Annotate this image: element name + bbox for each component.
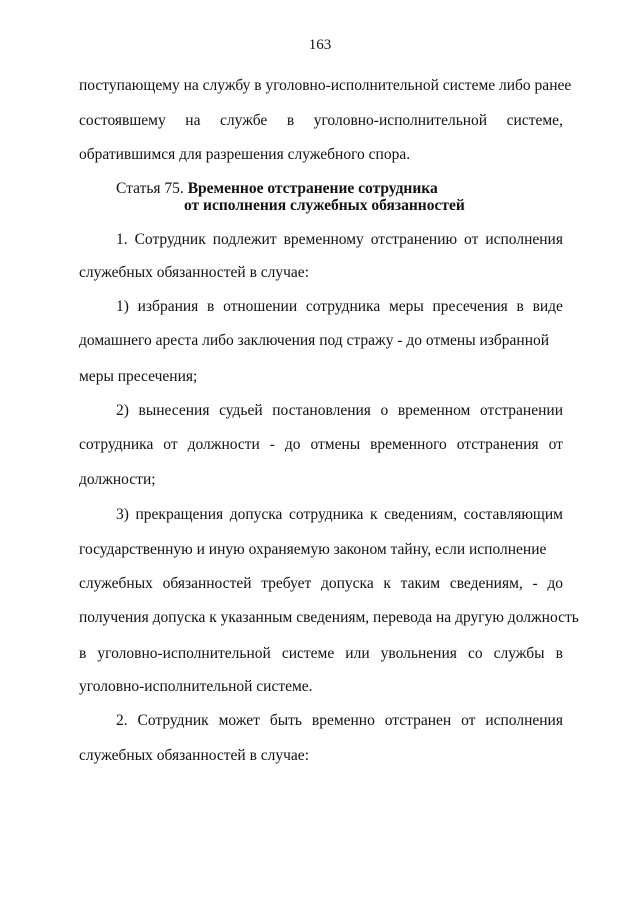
word: системе (281, 645, 335, 662)
word: таким (400, 575, 441, 592)
word: меры (388, 298, 424, 315)
word: 1. (116, 231, 128, 248)
intro-line-3: обратившимся для разрешения служебного спора. (79, 146, 411, 163)
word: временного (370, 436, 447, 453)
p1-item2-line-1 (116, 402, 563, 420)
p1-line-1 (116, 231, 563, 249)
word: составляющим (463, 506, 563, 523)
p1-item2-line-2 (79, 436, 563, 454)
word: временному (283, 231, 364, 248)
p2-line-2: служебных обязанностей в случае: (79, 747, 309, 764)
word: служебных (79, 575, 153, 592)
word: прекращения (135, 506, 224, 523)
word: отстранения (456, 436, 539, 453)
word: в (79, 645, 87, 662)
word: временно (311, 712, 375, 729)
word: службе (220, 112, 268, 129)
word: к (369, 506, 378, 523)
word: исполнения (485, 231, 563, 248)
word: вынесения (138, 402, 210, 419)
p1-item3-line-6: уголовно-исполнительной системе. (79, 678, 313, 695)
word: отношении (223, 298, 298, 315)
word: подлежит (212, 231, 277, 248)
word: в (516, 298, 524, 315)
word: от (548, 436, 563, 453)
word: сотрудника (305, 298, 381, 315)
word: от (464, 231, 479, 248)
word: о (380, 402, 389, 419)
word: к (383, 575, 391, 592)
p1-item3-line-4: получения допуска к указанным сведениям, перевода на другую должность (79, 609, 579, 626)
word: быть (269, 712, 302, 729)
word: в (207, 298, 215, 315)
word: отстранен (384, 712, 452, 729)
word: от (461, 712, 476, 729)
word: требует (261, 575, 312, 592)
word: состоявшему (79, 112, 166, 129)
word: 3) (116, 506, 129, 523)
word: 2. (116, 712, 128, 729)
word: виде (532, 298, 563, 315)
word: обязанностей (162, 575, 252, 592)
p1-item1-line-1 (116, 298, 563, 316)
word: 2) (116, 402, 129, 419)
p1-item3-line-3 (79, 575, 563, 593)
p1-item1-line-3: меры пресечения; (79, 368, 198, 385)
intro-line-2 (79, 112, 563, 130)
word: до (284, 436, 301, 453)
word: отмены (310, 436, 361, 453)
word: от (163, 436, 178, 453)
p1-item2-line-3: должности; (79, 471, 156, 488)
article-title-line-1: Временное отстранение сотрудника (187, 180, 438, 197)
word: уголовно-исполнительной (313, 112, 488, 129)
word: постановления (272, 402, 371, 419)
word: до (547, 575, 563, 592)
word: сведениям, (449, 575, 523, 592)
word: сотрудника (79, 436, 154, 453)
word: на (185, 112, 201, 129)
word: избрания (137, 298, 199, 315)
word: Сотрудник (137, 712, 209, 729)
article-title-line-2: от исполнения служебных обязанностей (184, 197, 465, 214)
p2-line-1 (116, 712, 563, 730)
page-number: 163 (308, 37, 332, 53)
word: службы (493, 645, 545, 662)
p1-item3-line-5 (79, 645, 563, 663)
word: уголовно-исполнительной (97, 645, 271, 662)
word: 1) (116, 298, 129, 315)
word: со (467, 645, 483, 662)
word: пресечения (432, 298, 508, 315)
word: увольнения (380, 645, 457, 662)
word: отстранении (479, 402, 563, 419)
word: сведениям, (384, 506, 458, 523)
word: системе, (506, 112, 563, 129)
word: - (269, 436, 275, 453)
word: в (286, 112, 295, 129)
word: в (555, 645, 563, 662)
word: может (218, 712, 260, 729)
word: судьей (219, 402, 263, 419)
word: допуска (320, 575, 374, 592)
p1-item1-line-2: домашнего ареста либо заключения под стражу - до отмены избранной (79, 332, 550, 349)
word: - (532, 575, 538, 592)
word: временном (397, 402, 471, 419)
intro-line-1: поступающему на службу в уголовно-исполнительной системе либо ранее (79, 77, 572, 94)
word: Сотрудник (134, 231, 206, 248)
article-prefix: Статья 75. (116, 180, 184, 197)
word: допуска (229, 506, 283, 523)
p1-item3-line-1 (116, 506, 563, 524)
p1-line-2: служебных обязанностей в случае: (79, 264, 309, 281)
word: отстранению (370, 231, 458, 248)
word: или (345, 645, 370, 662)
word: должности (187, 436, 260, 453)
word: сотрудника (289, 506, 364, 523)
word: исполнения (485, 712, 563, 729)
p1-item3-line-2: государственную и иную охраняемую законом тайну, если исполнение (79, 541, 547, 558)
